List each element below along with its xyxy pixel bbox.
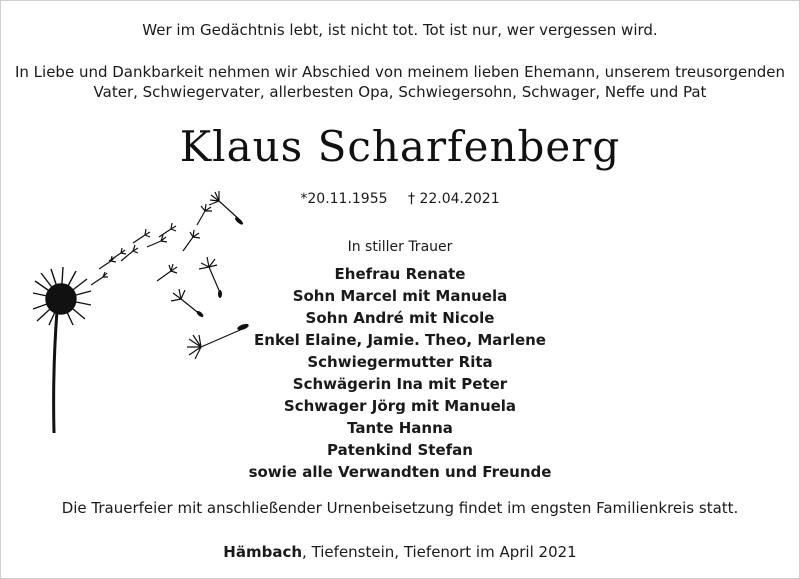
mourner-item: Enkel Elaine, Jamie. Theo, Marlene [254, 331, 546, 349]
funeral-note: Die Trauerfeier mit anschließender Urnenbeisetzung findet im engsten Familienkreis statt. [61, 499, 739, 517]
mourner-item: Patenkind Stefan [327, 441, 473, 459]
mourner-item: Ehefrau Renate [334, 265, 466, 283]
mourner-item: sowie alle Verwandten und Freunde [248, 463, 552, 481]
quote-text: Wer im Gedächtnis lebt, ist nicht tot. Tot ist nur, wer vergessen wird. [142, 21, 658, 39]
mourner-item: Sohn André mit Nicole [305, 309, 495, 327]
place-and-date [1, 542, 799, 562]
deceased-name: Klaus Scharfenberg [179, 122, 621, 171]
place-rest: , Tiefenstein, Tiefenort im April 2021 [302, 543, 577, 561]
mourner-item: Schwiegermutter Rita [307, 353, 493, 371]
mourner-item: Sohn Marcel mit Manuela [292, 287, 508, 305]
mourning-heading: In stiller Trauer [347, 239, 453, 255]
intro-line-1: In Liebe und Dankbarkeit nehmen wir Abschied von meinem lieben Ehemann, unserem treusorgenden [14, 63, 786, 81]
birth-date: *20.11.1955 [300, 191, 388, 207]
mourner-item: Schwager Jörg mit Manuela [283, 397, 517, 415]
death-date: † 22.04.2021 [408, 191, 500, 207]
mourner-item: Schwägerin Ina mit Peter [292, 375, 508, 393]
dandelion-icon [21, 181, 261, 441]
mourner-item: Tante Hanna [347, 419, 453, 437]
place-bold: Hämbach [223, 543, 303, 561]
intro-line-2: Vater, Schwiegervater, allerbesten Opa, Schwiegersohn, Schwager, Neffe und Pat [93, 83, 707, 101]
